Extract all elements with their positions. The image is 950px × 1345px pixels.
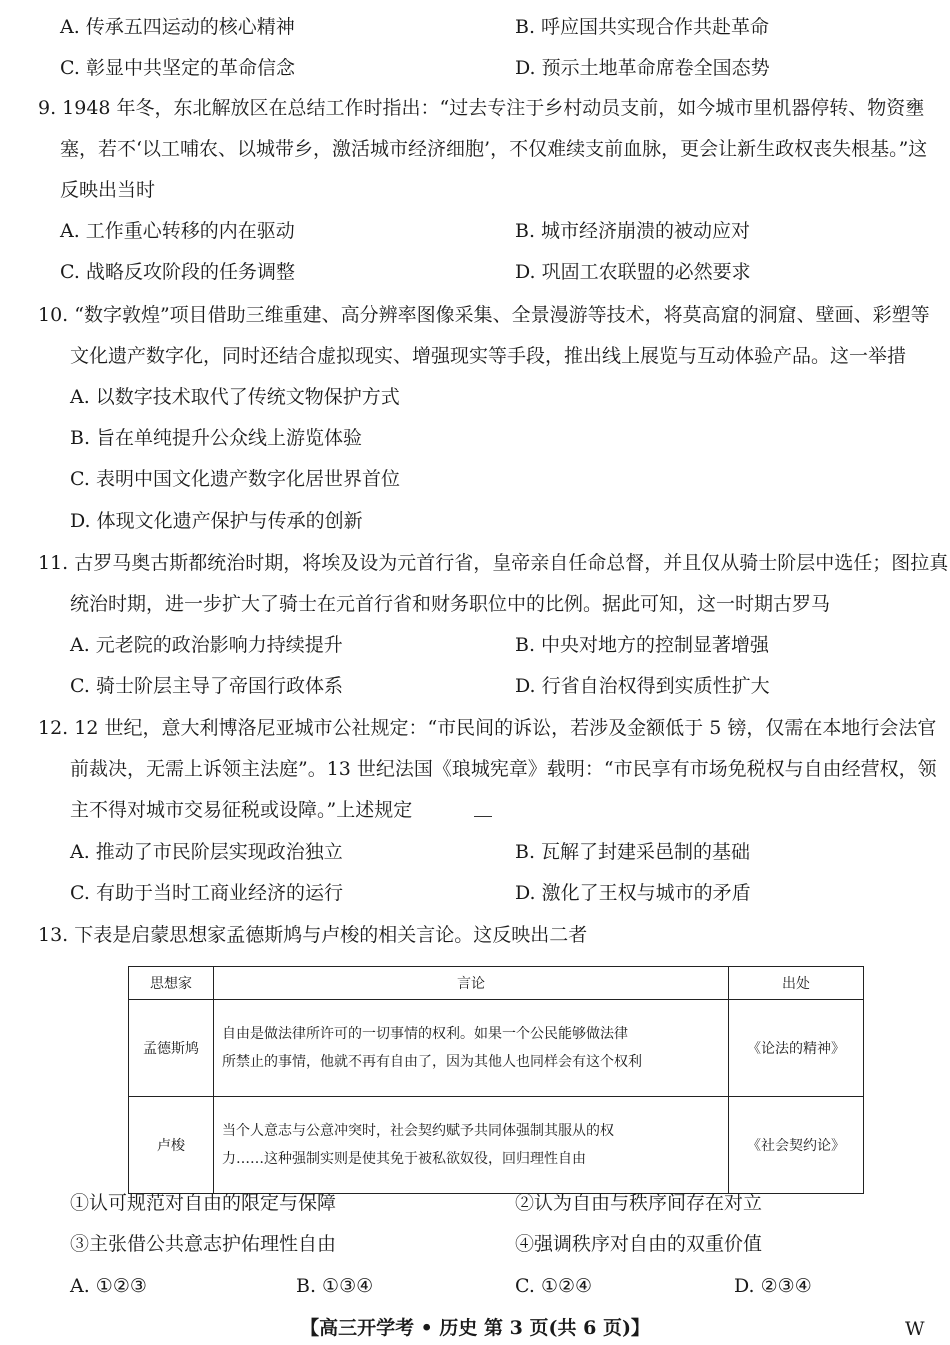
q12-stem-line-1: 12. 12 世纪，意大利博洛尼亚城市公社规定：“市民间的诉讼，若涉及金额低于 5 镑，仅需在本地行会法官 (38, 717, 937, 739)
q12-option-b: B. 瓦解了封建采邑制的基础 (515, 841, 751, 863)
q10-option-c: C. 表明中国文化遗产数字化居世界首位 (70, 468, 400, 490)
header-source: 出处 (729, 967, 864, 1000)
q13-statement-3: ③主张借公共意志护佑理性自由 (70, 1233, 337, 1255)
q11-stem-line-1: 11. 古罗马奥古斯都统治时期，将埃及设为元首行省，皇帝亲自任命总督，并且仅从骑士阶层中选任；图拉真 (38, 552, 949, 574)
q9-stem-line-3: 反映出当时 (60, 179, 156, 201)
q9-stem-line-2: 塞，若不‘以工哺农、以城带乡，激活城市经济细胞’，不仅难续支前血脉，更会让新生政权丧失根基。”这 (60, 138, 928, 160)
q11-option-b: B. 中央对地方的控制显著增强 (515, 634, 770, 656)
q13-option-b: B. ①③④ (296, 1275, 374, 1297)
quote-line: 力……这种强制实则是使其免于被私欲奴役，回归理性自由 (222, 1151, 586, 1167)
q13-option-c: C. ①②④ (515, 1275, 593, 1297)
q12-option-a: A. 推动了市民阶层实现政治独立 (70, 841, 343, 863)
source-cell: 《社会契约论》 (729, 1097, 864, 1194)
table-row (129, 1000, 864, 1097)
q12-option-d: D. 激化了王权与城市的矛盾 (515, 882, 751, 904)
q9-option-d: D. 巩固工农联盟的必然要求 (515, 261, 751, 283)
q13-option-d: D. ②③④ (734, 1275, 812, 1297)
table-row (129, 1097, 864, 1194)
q9-option-b: B. 城市经济崩溃的被动应对 (515, 220, 751, 242)
q8-option-d: D. 预示土地革命席卷全国态势 (515, 57, 770, 79)
q10-option-d: D. 体现文化遗产保护与传承的创新 (70, 510, 363, 532)
q9-stem-line-1: 9. 1948 年冬，东北解放区在总结工作时指出：“过去专注于乡村动员支前，如今城市里机器停转、物资壅 (38, 97, 925, 119)
page-footer: 【高三开学考 • 历史 第 3 页(共 6 页)】 (300, 1317, 650, 1339)
quote-cell (214, 1000, 729, 1097)
q11-option-d: D. 行省自治权得到实质性扩大 (515, 675, 770, 697)
header-thinker: 思想家 (129, 967, 214, 1000)
q13-statement-4: ④强调秩序对自由的双重价值 (515, 1233, 763, 1255)
quote-line: 自由是做法律所许可的一切事情的权利。如果一个公民能够做法律 (222, 1026, 628, 1042)
quote-line: 所禁止的事情，他就不再有自由了，因为其他人也同样会有这个权利 (222, 1054, 642, 1070)
q8-option-a: A. 传承五四运动的核心精神 (60, 16, 295, 38)
q11-stem-line-2: 统治时期，进一步扩大了骑士在元首行省和财务职位中的比例。据此可知，这一时期古罗马 (70, 593, 831, 615)
q10-stem-line-1: 10. “数字敦煌”项目借助三维重建、高分辨率图像采集、全景漫游等技术，将莫高窟的洞窟、壁画、彩塑等 (38, 304, 930, 326)
q10-option-a: A. 以数字技术取代了传统文物保护方式 (70, 386, 400, 408)
q11-option-a: A. 元老院的政治影响力持续提升 (70, 634, 343, 656)
q8-option-c: C. 彰显中共坚定的革命信念 (60, 57, 295, 79)
q10-option-b: B. 旨在单纯提升公众线上游览体验 (70, 427, 363, 449)
thinker-cell: 孟德斯鸠 (129, 1000, 214, 1097)
q13-quotes-table (128, 966, 864, 1194)
q13-stem: 13. 下表是启蒙思想家孟德斯鸠与卢梭的相关言论。这反映出二者 (38, 924, 588, 946)
footer-mark: W (905, 1318, 925, 1340)
q13-option-a: A. ①②③ (70, 1275, 147, 1297)
stray-dash-mark (474, 816, 492, 817)
q9-option-a: A. 工作重心转移的内在驱动 (60, 220, 295, 242)
q12-stem-line-2: 前裁决，无需上诉领主法庭”。13 世纪法国《琅城宪章》载明：“市民享有市场免税权与自由经营权，领 (70, 758, 937, 780)
header-quote: 言论 (214, 967, 729, 1000)
q10-stem-line-2: 文化遗产数字化，同时还结合虚拟现实、增强现实等手段，推出线上展览与互动体验产品。这一举措 (70, 345, 907, 367)
q13-statement-1: ①认可规范对自由的限定与保障 (70, 1192, 337, 1214)
q13-statement-2: ②认为自由与秩序间存在对立 (515, 1192, 763, 1214)
q12-stem-line-3: 主不得对城市交易征税或设障。”上述规定 (70, 799, 413, 821)
q11-option-c: C. 骑士阶层主导了帝国行政体系 (70, 675, 343, 697)
quote-line: 当个人意志与公意冲突时，社会契约赋予共同体强制其服从的权 (222, 1123, 614, 1139)
q8-option-b: B. 呼应国共实现合作共赴革命 (515, 16, 770, 38)
source-cell: 《论法的精神》 (729, 1000, 864, 1097)
quote-cell (214, 1097, 729, 1194)
q9-option-c: C. 战略反攻阶段的任务调整 (60, 261, 295, 283)
thinker-cell: 卢梭 (129, 1097, 214, 1194)
table-header-row (129, 967, 864, 1000)
q12-option-c: C. 有助于当时工商业经济的运行 (70, 882, 343, 904)
